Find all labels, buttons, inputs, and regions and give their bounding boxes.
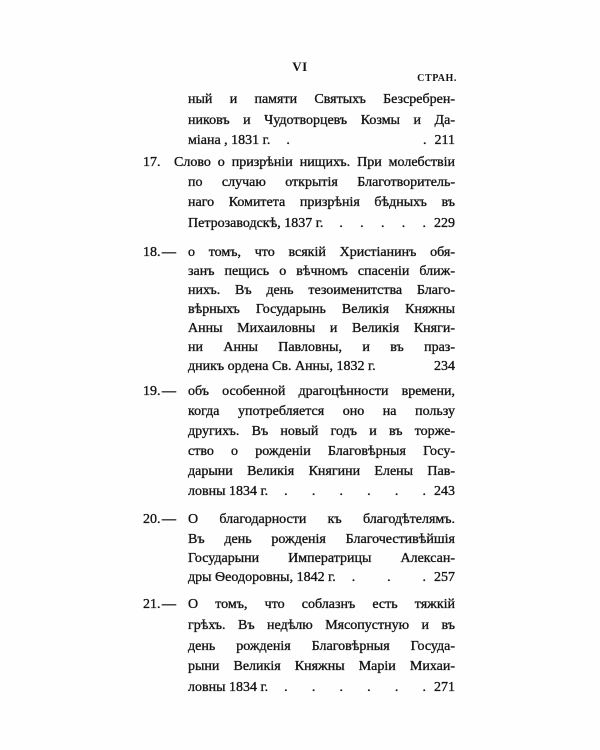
entry-last-line [188,358,455,376]
page-number: 243 [434,484,455,499]
entry-line: объ особенной драгоцѣнности времени, [188,384,455,399]
entry-number: 17. [143,155,161,170]
dot-leader: . . . [351,570,426,585]
entry-line: по случаю открытія Благотворитель- [188,175,455,190]
entry-line: о томъ, что всякій Христіанинъ обя- [188,245,455,260]
page-number: 257 [434,570,455,585]
page-number: 234 [434,359,455,374]
entry-line: ство о рожденіи Благовѣрныя Госу- [188,444,455,459]
leader-space [376,358,434,376]
dot-leader: . . [286,133,427,148]
entry-line: день рожденія Благовѣрныя Госуда- [188,639,455,654]
page-column-label: СТРАН. [417,73,457,84]
entry-line: рыни Великія Княжны Маріи Михаи- [188,659,455,674]
entry-tail-text: дникъ ордена Св. Анны, 1832 г. [188,359,376,374]
entry-line: наго Комитета призрѣнія бѣдныхъ въ [188,195,455,210]
entry-number: 19. [143,384,161,399]
entry-line: О благодарности къ благодѣтелямъ. [188,512,455,527]
entry-dash: — [162,384,176,399]
entry-last-line [188,215,455,233]
entry-line: вѣрныхъ Государынь Великія Княжны [188,302,455,317]
entry-tail-text: міана , 1831 г. [188,133,271,148]
entry-last-line [188,569,455,587]
entry-line: грѣхъ. Въ недѣлю Мясопустную и въ [188,618,455,633]
entry-dash: — [162,597,176,612]
entry-line: ный и памяти Святыхъ Безсребрен- [188,92,455,107]
entry-number: 21. [143,597,161,612]
entry-line: ни Анны Павловны, и въ праз- [188,340,455,355]
entry-line: другихъ. Въ новый годъ и въ торже- [188,424,455,439]
entry-line: никовъ и Чудотворцевъ Козмы и Да- [188,113,455,128]
entry-last-line [188,132,455,150]
entry-dash: — [162,512,176,527]
entry-line: дарыни Великія Княгини Елены Пав- [188,464,455,479]
entry-line: О томъ, что соблазнъ есть тяжкій [188,597,455,612]
entry-number: 18. [143,245,161,260]
dot-leader: . . . . . [339,216,426,231]
entry-line: Въ день рожденія Благочестивѣйшія [188,532,455,547]
entry-dash: — [162,245,176,260]
dot-leader: . . . . . . [284,484,426,499]
page-number: 229 [434,216,455,231]
entry-line: Государыни Императрицы Алексан- [188,551,455,566]
page-number: 211 [434,133,455,148]
entry-line: нихъ. Въ день тезоименитства Благо- [188,283,455,298]
entry-line: Анны Михаиловны и Великія Княги- [188,321,455,336]
entry-number: 20. [143,512,161,527]
entry-line: Слово о призрѣніи нищихъ. При молебствіи [174,155,455,170]
entry-line: когда употребляется оно на пользу [188,404,455,419]
entry-tail-text: ловны 1834 г. [188,484,269,499]
entry-last-line [188,483,455,501]
entry-tail-text: ловны 1834 г. [188,680,269,695]
page-numeral: VI [292,59,308,74]
dot-leader: . . . . . . [284,680,426,695]
entry-last-line [188,679,455,697]
entry-tail-text: дры Ѳеодоровны, 1842 г. [188,570,336,585]
entry-line: занъ пещись о вѣчномъ спасеніи ближ- [188,264,455,279]
entry-tail-text: Петрозаводскѣ, 1837 г. [188,216,324,231]
page-number: 271 [434,680,455,695]
